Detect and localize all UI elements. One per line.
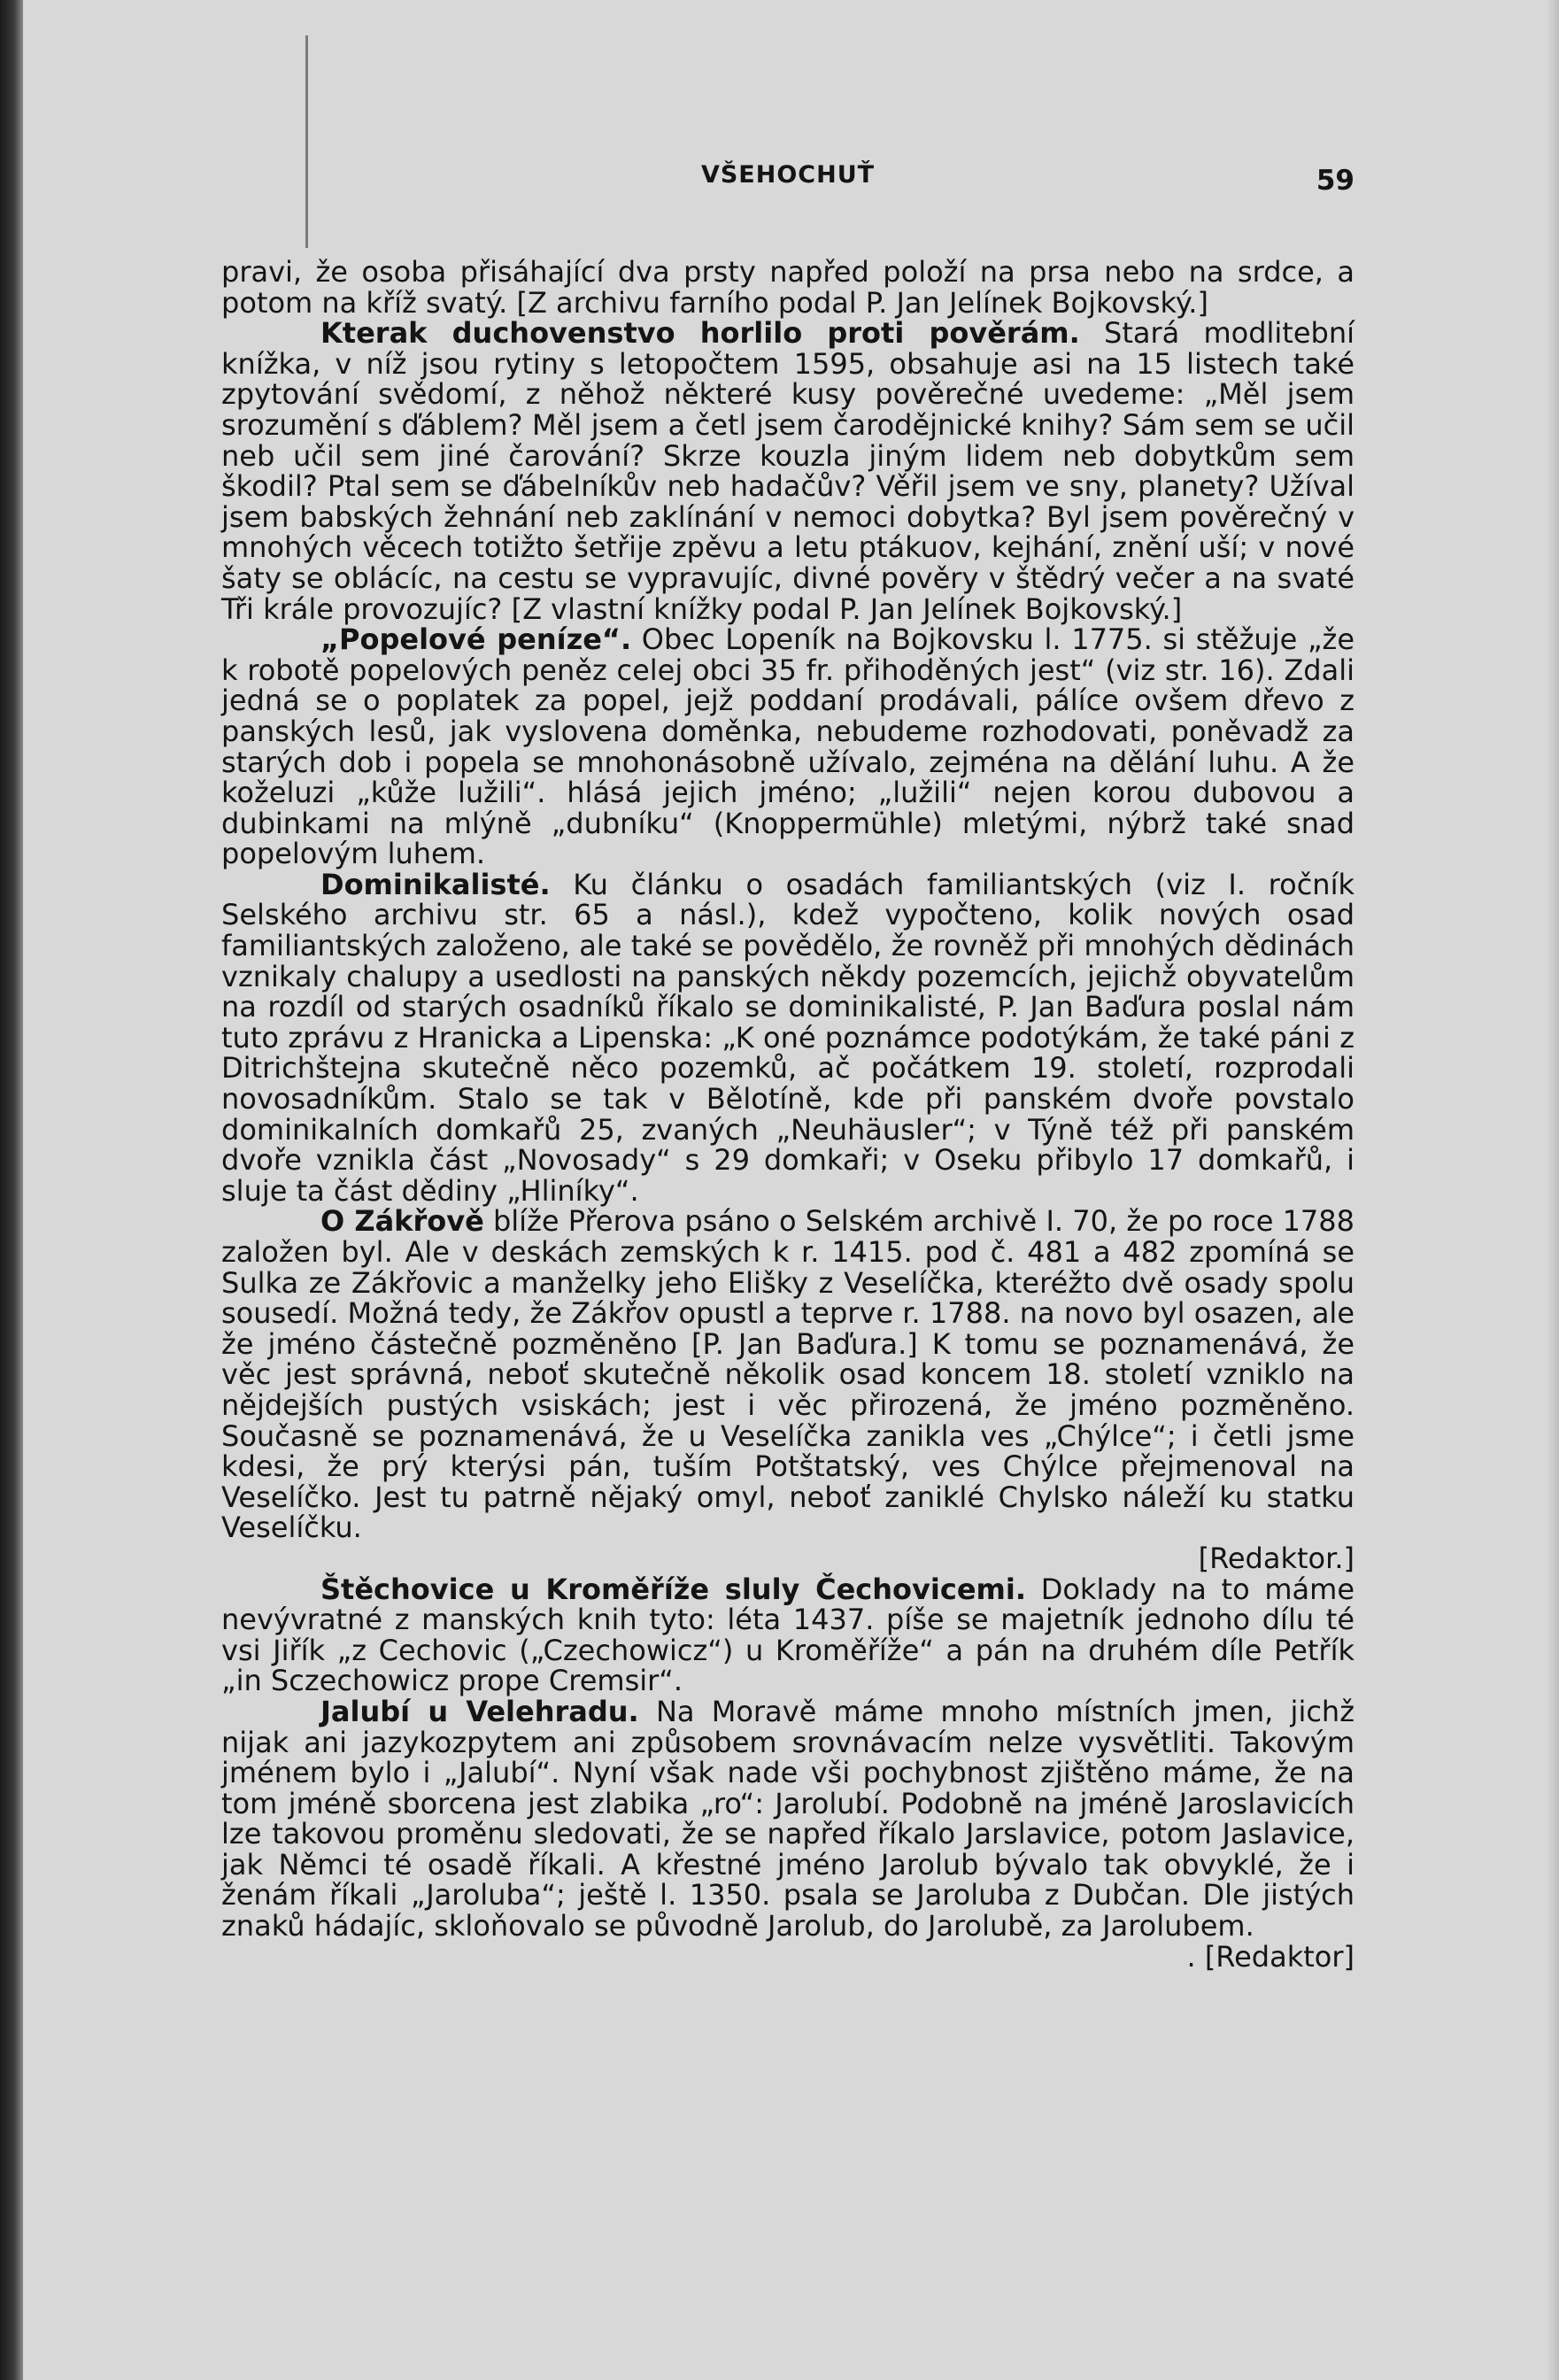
paragraph-body: pravi, že osoba přisáhající dva prsty napřed položí na prsa nebo na srdce, a potom na kříž svatý. [Z archivu farního podal P. Jan Jelínek Bojkovský.] [221, 255, 1354, 320]
paragraph-body: Obec Lopeník na Bojkovsku l. 1775. si stěžuje „že k robotě popelových peněz celej obci 35 fr. přihoděných jest“ (viz str. 16). Zdali jedná se o poplatek za popel, jejž poddaní prodávali, pálíce ovšem dřevo z panských lesů, jak vyslovena doměnka, nebudeme rozhodovati, poněvadž za starých dob i popela se mnohonásobně užívalo, zejména na dělání luhu. A že koželuzi „kůže lužili“. hlásá jejich jméno; „lužili“ nejen korou dubovou a dubinkami na mlýně „dubníku“ (Knoppermühle) mletými, nýbrž také snad popelovým luhem. [221, 622, 1355, 871]
page-edge-shadow [0, 0, 23, 2380]
paragraph-body: Stará modlitební knížka, v níž jsou rytiny s letopočtem 1595, obsahuje asi na 15 listech také zpytování svědomí, z něhož některé kusy pověrečné uvedeme: „Měl jsem srozumění s ďáblem? Měl jsem a četl jsem čarodějnické knihy? Sám sem se učil neb učil sem jiné čarování? Skrze kouzla jiným lidem neb dobytkům sem škodil? Ptal sem se ďábelníkův neb hadačův? Věřil jsem ve sny, planety? Užíval jsem babských žehnání neb zaklínání v nemoci dobytka? Byl jsem pověrečný v mnohých věcech totižto šetřije zpěvu a letu ptákuov, kejhání, znění uší; v nové šaty se oblácíc, na cestu se vypravujíc, divné pověry v štědrý večer a na svaté Tři krále provozujíc? [Z vlastní knížky podal P. Jan Jelínek Bojkovský.] [221, 316, 1354, 626]
paragraph-ash-money [221, 624, 1354, 869]
section-heading: Jalubí u Velehradu. [320, 1694, 639, 1728]
paragraph-stechovice [221, 1574, 1354, 1696]
running-head: VŠEHOCHUŤ [700, 161, 876, 189]
gutter-line [305, 35, 308, 248]
editor-signature-final [221, 1939, 1354, 1974]
section-heading: Kterak duchovenstvo horlilo proti pověrám. [320, 316, 1080, 351]
paragraph-dominikaliste [221, 869, 1354, 1207]
page-header [221, 161, 1354, 205]
paragraph-zakrov [221, 1206, 1354, 1543]
paragraph-body: blíže Přerova psáno o Selském archivě I. 70, že po roce 1788 založen byl. Ale v deskách zemských k r. 1415. pod č. 481 a 482 zpomíná se Sulka ze Zákřovic a manželky jeho Elišky z Veselíčka, kteréžto dvě osady spolu sousedí. Možná tedy, že Zákřov opustl a teprve r. 1788. na novo byl osazen, ale že jméno částečně pozměněno [P. Jan Baďura.] K tomu se poznamenává, že věc jest správná, neboť skutečně několik osad koncem 18. století vzniklo na nějdejších pustých vsiskách; jest i věc přirozená, že jméno pozměněno. Současně se poznamenává, že u Veselíčka zanikla ves „Chýlce“; i četli jsme kdesi, že prý kterýsi pán, tuším Potštatský, ves Chýlce přejmenoval na Veselíčko. Jest tu patrně nějaký omyl, neboť zaniklé Chylsko náleží ku statku Veselíčku. [221, 1204, 1355, 1545]
page-edge-right [1547, 0, 1559, 2380]
paragraph-body: Na Moravě máme mnoho místních jmen, jichž nijak ani jazykozpytem ani způsobem srovnávacím nelze vysvětliti. Takovým jménem bylo i „Jalubí“. Nyní však nade vši pochybnost zjištěno máme, že na tom jméně sborcena jest zlabika „ro“: Jarolubí. Podobně na jméně Jaroslavicích lze takovou proměnu sledovati, že se napřed říkalo Jarslavice, potom Jaslavice, jak Němci té osadě říkali. A křestné jméno Jarolub bývalo tak obvyklé, že i ženám říkali „Jaroluba“; ještě l. 1350. psala se Jaroluba z Dubčan. Dle jistých znaků hádajíc, skloňovalo se původně Jarolub, do Jarolubě, za Jarolubem. [221, 1694, 1355, 1943]
section-heading: O Zákřově [320, 1204, 484, 1239]
editor-signature [221, 1543, 1354, 1574]
signature-text: . [Redaktor] [1186, 1939, 1354, 1974]
signature-text: [Redaktor.] [1198, 1541, 1354, 1575]
paragraph-continuation [221, 257, 1354, 318]
article-text [221, 257, 1354, 1972]
section-heading: Štěchovice u Kroměříže sluly Čechovicemi. [320, 1572, 1026, 1606]
paragraph-superstition [221, 318, 1354, 624]
section-heading: Dominikalisté. [320, 867, 551, 901]
paragraph-jalubi [221, 1696, 1354, 1942]
section-heading: „Popelové peníze“. [320, 622, 632, 657]
page-number: 59 [1316, 165, 1354, 197]
paragraph-body: Doklady na to máme nevývratné z manských knih tyto: léta 1437. píše se majetník jednoho dílu té vsi Jiřík „z Cechovic („Czechowicz“) u Kroměříže“ a pán na druhém díle Petřík „in Sczechowicz prope Cremsir“. [221, 1572, 1355, 1698]
paragraph-body: Ku článku o osadách familiantských (viz I. ročník Selského archivu str. 65 a násl.), kdež vypočteno, kolik nových osad familiantských založeno, ale také se povědělo, že rovněž při mnohých dědinách vznikaly chalupy a usedlosti na panských někdy pozemcích, jejichž obyvatelům na rozdíl od starých osadníků říkalo se dominikalisté, P. Jan Baďura poslal nám tuto zprávu z Hranicka a Lipenska: „K oné poznámce podotýkám, že také páni z Ditrichštejna skutečně něco pozemků, ač počátkem 19. století, rozprodali novosadníkům. Stalo se tak v Bělotíně, kde při panském dvoře povstalo dominikalních domkařů 25, zvaných „Neuhäusler“; v Týně též při panském dvoře vznikla část „Novosady“ s 29 domkaři; v Oseku přibylo 17 domkařů, i sluje ta část dědiny „Hliníky“. [221, 867, 1354, 1208]
